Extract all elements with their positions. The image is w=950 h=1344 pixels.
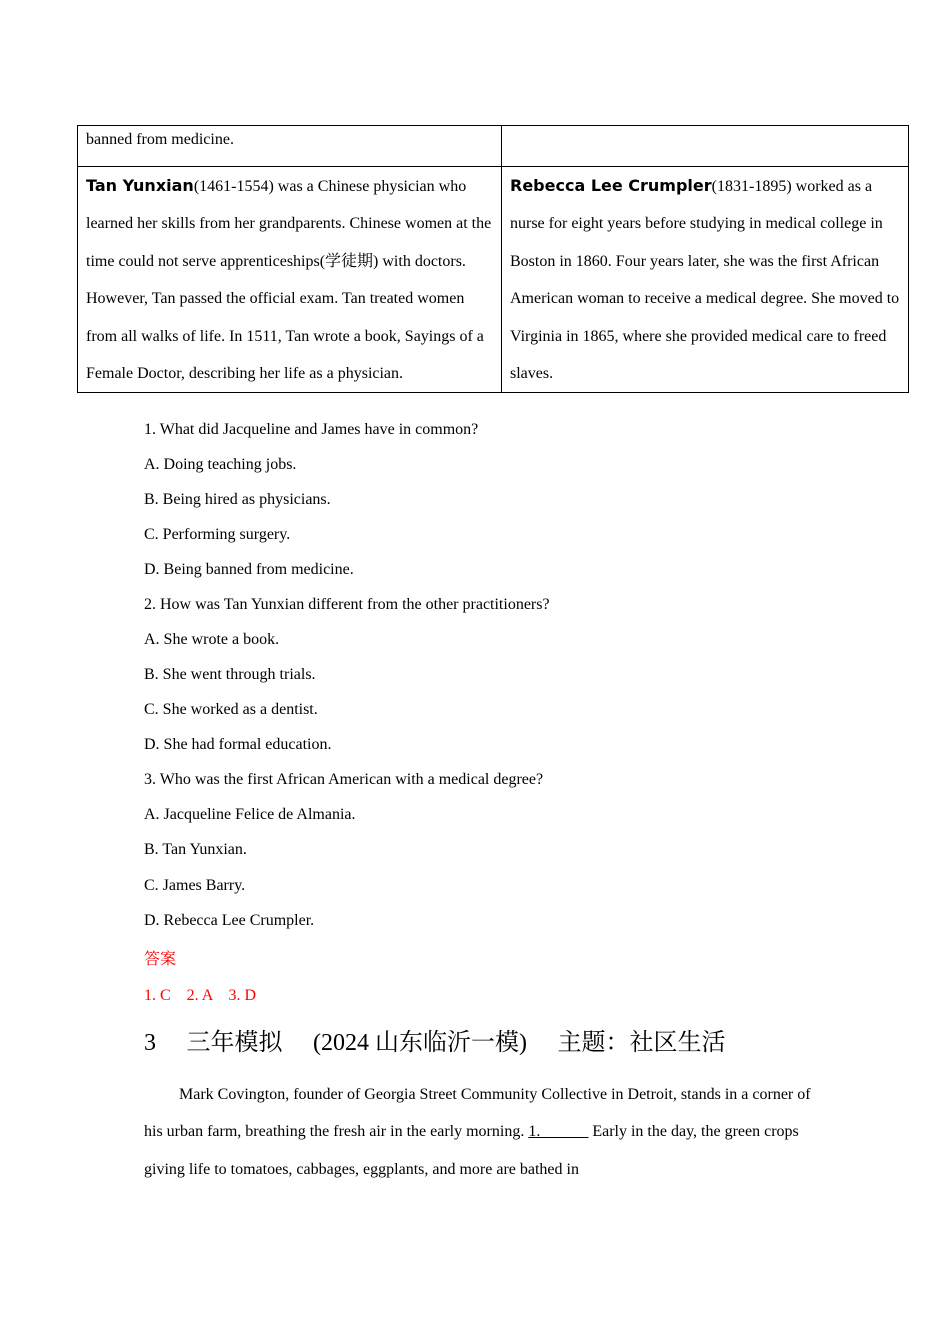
question-option: D. She had formal education. xyxy=(144,736,332,753)
person-name: Rebecca Lee Crumpler xyxy=(510,176,712,195)
reading-passage xyxy=(144,1076,824,1188)
question-option: A. Doing teaching jobs. xyxy=(144,456,297,473)
table-cell-continuation: banned from medicine. xyxy=(78,126,502,167)
question-stem: 2. How was Tan Yunxian different from the other practitioners? xyxy=(144,596,550,613)
section-title: 三年模拟 xyxy=(186,1028,283,1056)
passage-text: Mark Covington, founder of Georgia Street Community Collective in Detroit, stands in a corner of his urban farm, breathing the fresh air in the early morning. xyxy=(144,1086,811,1141)
passage-text: Early in the day, the green crops giving life to tomatoes, cabbages, eggplants, and more are bathed in xyxy=(144,1123,799,1178)
question-option: C. She worked as a dentist. xyxy=(144,701,318,718)
question-option: B. Being hired as physicians. xyxy=(144,491,331,508)
question-option: B. She went through trials. xyxy=(144,666,316,683)
table-cell-rebecca-crumpler xyxy=(502,167,909,393)
question-option: C. James Barry. xyxy=(144,877,246,894)
question-option: B. Tan Yunxian. xyxy=(144,841,247,858)
table-cell-empty xyxy=(502,126,909,167)
question-stem: 3. Who was the first African American with a medical degree? xyxy=(144,771,544,788)
question-option: A. Jacqueline Felice de Almania. xyxy=(144,806,356,823)
section-number: 3 xyxy=(144,1030,156,1056)
question-option: D. Rebecca Lee Crumpler. xyxy=(144,912,315,929)
section-heading xyxy=(144,1022,726,1057)
question-option: C. Performing surgery. xyxy=(144,526,291,543)
table-row xyxy=(78,167,909,393)
section-source: (2024 山东临沂一模) xyxy=(313,1030,528,1056)
question-stem: 1. What did Jacqueline and James have in common? xyxy=(144,421,479,438)
answer-values: 1. C 2. A 3. D xyxy=(144,987,257,1004)
section-theme: 主题：社区生活 xyxy=(557,1028,726,1056)
answer-label: 答案 xyxy=(144,951,177,968)
person-name: Tan Yunxian xyxy=(86,176,194,195)
table-cell-tan-yunxian xyxy=(78,167,502,393)
question-option: D. Being banned from medicine. xyxy=(144,561,354,578)
question-option: A. She wrote a book. xyxy=(144,631,280,648)
table-row xyxy=(78,126,909,167)
person-bio: (1831-1895) worked as a nurse for eight years before studying in medical college in Boston in 1860. Four years later, she was the first African American woman to receive a medical degree. She moved to Virginia in 1865, where she provided medical care to freed slaves. xyxy=(510,178,900,383)
person-bio: (1461-1554) was a Chinese physician who learned her skills from her grandparents. Chinese women at the time could not serve apprenticeships(学徒期) with doctors. However, Tan passed the official exam. Tan treated women from all walks of life. In 1511, Tan wrote a book, Sayings of a Female Doctor, describing her life as a physician. xyxy=(86,178,492,383)
physician-info-table xyxy=(77,125,909,393)
fill-blank: 1.______ xyxy=(528,1123,589,1141)
